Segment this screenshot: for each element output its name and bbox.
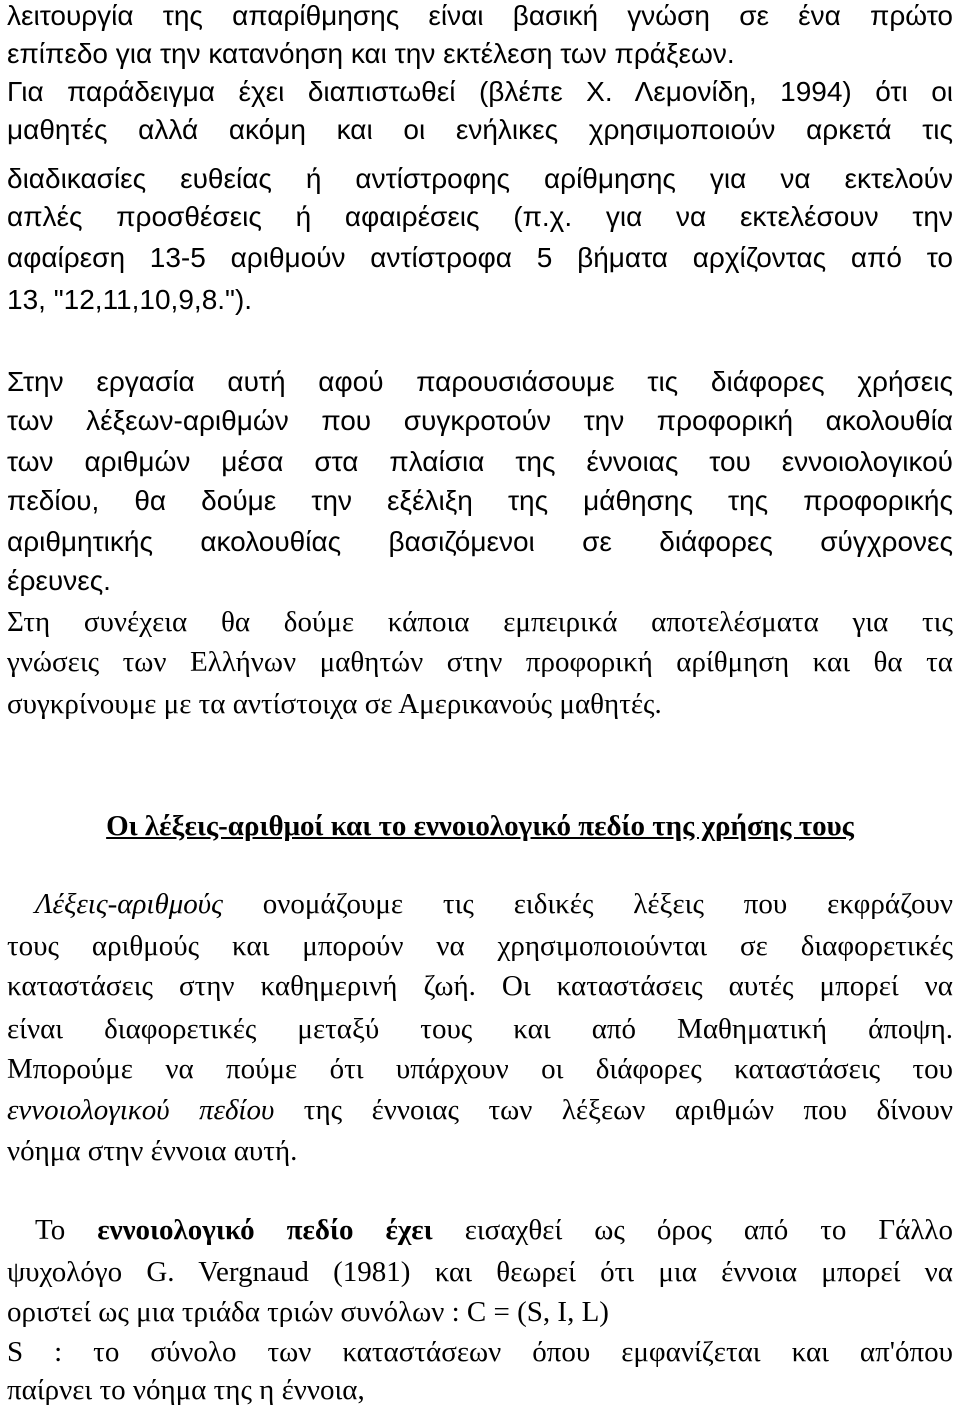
paragraph-line: ψυχολόγο G. Vergnaud (1981) και θεωρεί ότι μια έννοια μπορεί να — [7, 1256, 953, 1288]
bold-term: εννοιολογικό πεδίο έχει — [97, 1214, 433, 1246]
paragraph-line: καταστάσεις στην καθημερινή ζωή. Οι καταστάσεις αυτές μπορεί να — [7, 970, 953, 1002]
paragraph-line: επίπεδο για την κατανόηση και την εκτέλεση των πράξεων. — [7, 38, 735, 69]
paragraph-line: των αριθμών μέσα στα πλαίσια της έννοιας του εννοιολογικού — [7, 446, 953, 477]
paragraph-line: νόημα στην έννοια αυτή. — [7, 1135, 298, 1167]
paragraph-line: S : το σύνολο των καταστάσεων όπου εμφανίζεται και απ'όπου — [7, 1336, 953, 1368]
paragraph-line: των λέξεων-αριθμών που συγκροτούν την προφορική ακολουθία — [7, 405, 953, 436]
italic-term: εννοιολογικού πεδίου — [7, 1094, 275, 1126]
paragraph-line: διαδικασίες ευθείας ή αντίστροφης αρίθμησης για να εκτελούν — [7, 163, 953, 194]
paragraph-line — [7, 884, 953, 924]
paragraph-line: οριστεί ως μια τριάδα τριών συνόλων : C = (S, I, L) — [7, 1296, 609, 1328]
paragraph-line: είναι διαφορετικές μεταξύ τους και από Μαθηματική άποψη. — [7, 1013, 953, 1045]
paragraph-line: Για παράδειγμα έχει διαπιστωθεί (βλέπε Χ. Λεμονίδη, 1994) ότι οι — [7, 76, 953, 107]
paragraph-line — [7, 1210, 953, 1250]
line-text: της έννοιας των λέξεων αριθμών που δίνουν — [274, 1094, 953, 1126]
paragraph-line: έρευνες. — [7, 565, 111, 596]
paragraph-line: πεδίου, θα δούμε την εξέλιξη της μάθησης της προφορικής — [7, 485, 953, 516]
paragraph-line: τους αριθμούς και μπορούν να χρησιμοποιούνται σε διαφορετικές — [7, 930, 953, 962]
paragraph-line: αφαίρεση 13-5 αριθμούν αντίστροφα 5 βήματα αρχίζοντας από το — [7, 242, 953, 273]
paragraph-line: Στη συνέχεια θα δούμε κάποια εμπειρικά αποτελέσματα για τις — [7, 606, 953, 638]
paragraph-line: απλές προσθέσεις ή αφαιρέσεις (π.χ. για να εκτελέσουν την — [7, 201, 953, 232]
paragraph-line: λειτουργία της απαρίθμησης είναι βασική γνώση σε ένα πρώτο — [7, 0, 953, 31]
line-text: Το — [35, 1214, 98, 1246]
paragraph-line: γνώσεις των Ελλήνων μαθητών στην προφορική αρίθμηση και θα τα — [7, 646, 953, 678]
paragraph-line: Στην εργασία αυτή αφού παρουσιάσουμε τις διάφορες χρήσεις — [7, 366, 953, 397]
paragraph-line — [7, 1090, 953, 1130]
line-text: εισαχθεί ως όρος από το Γάλλο — [432, 1214, 953, 1246]
paragraph-line: Μπορούμε να πούμε ότι υπάρχουν οι διάφορες καταστάσεις του — [7, 1053, 953, 1085]
paragraph-line: 13, "12,11,10,9,8."). — [7, 284, 253, 315]
section-heading: Οι λέξεις-αριθμοί και το εννοιολογικό πεδίο της χρήσης τους — [106, 810, 854, 842]
paragraph-line: αριθμητικής ακολουθίας βασιζόμενοι σε διάφορες σύγχρονες — [7, 526, 953, 557]
paragraph-line: συγκρίνουμε με τα αντίστοιχα σε Αμερικανούς μαθητές. — [7, 688, 662, 720]
paragraph-line: μαθητές αλλά ακόμη και οι ενήλικες χρησιμοποιούν αρκετά τις — [7, 114, 953, 145]
paragraph-line: παίρνει το νόημα της η έννοια, — [7, 1374, 365, 1406]
italic-term: Λέξεις-αριθμούς — [35, 888, 223, 920]
line-text: ονομάζουμε τις ειδικές λέξεις που εκφράζουν — [222, 888, 953, 920]
